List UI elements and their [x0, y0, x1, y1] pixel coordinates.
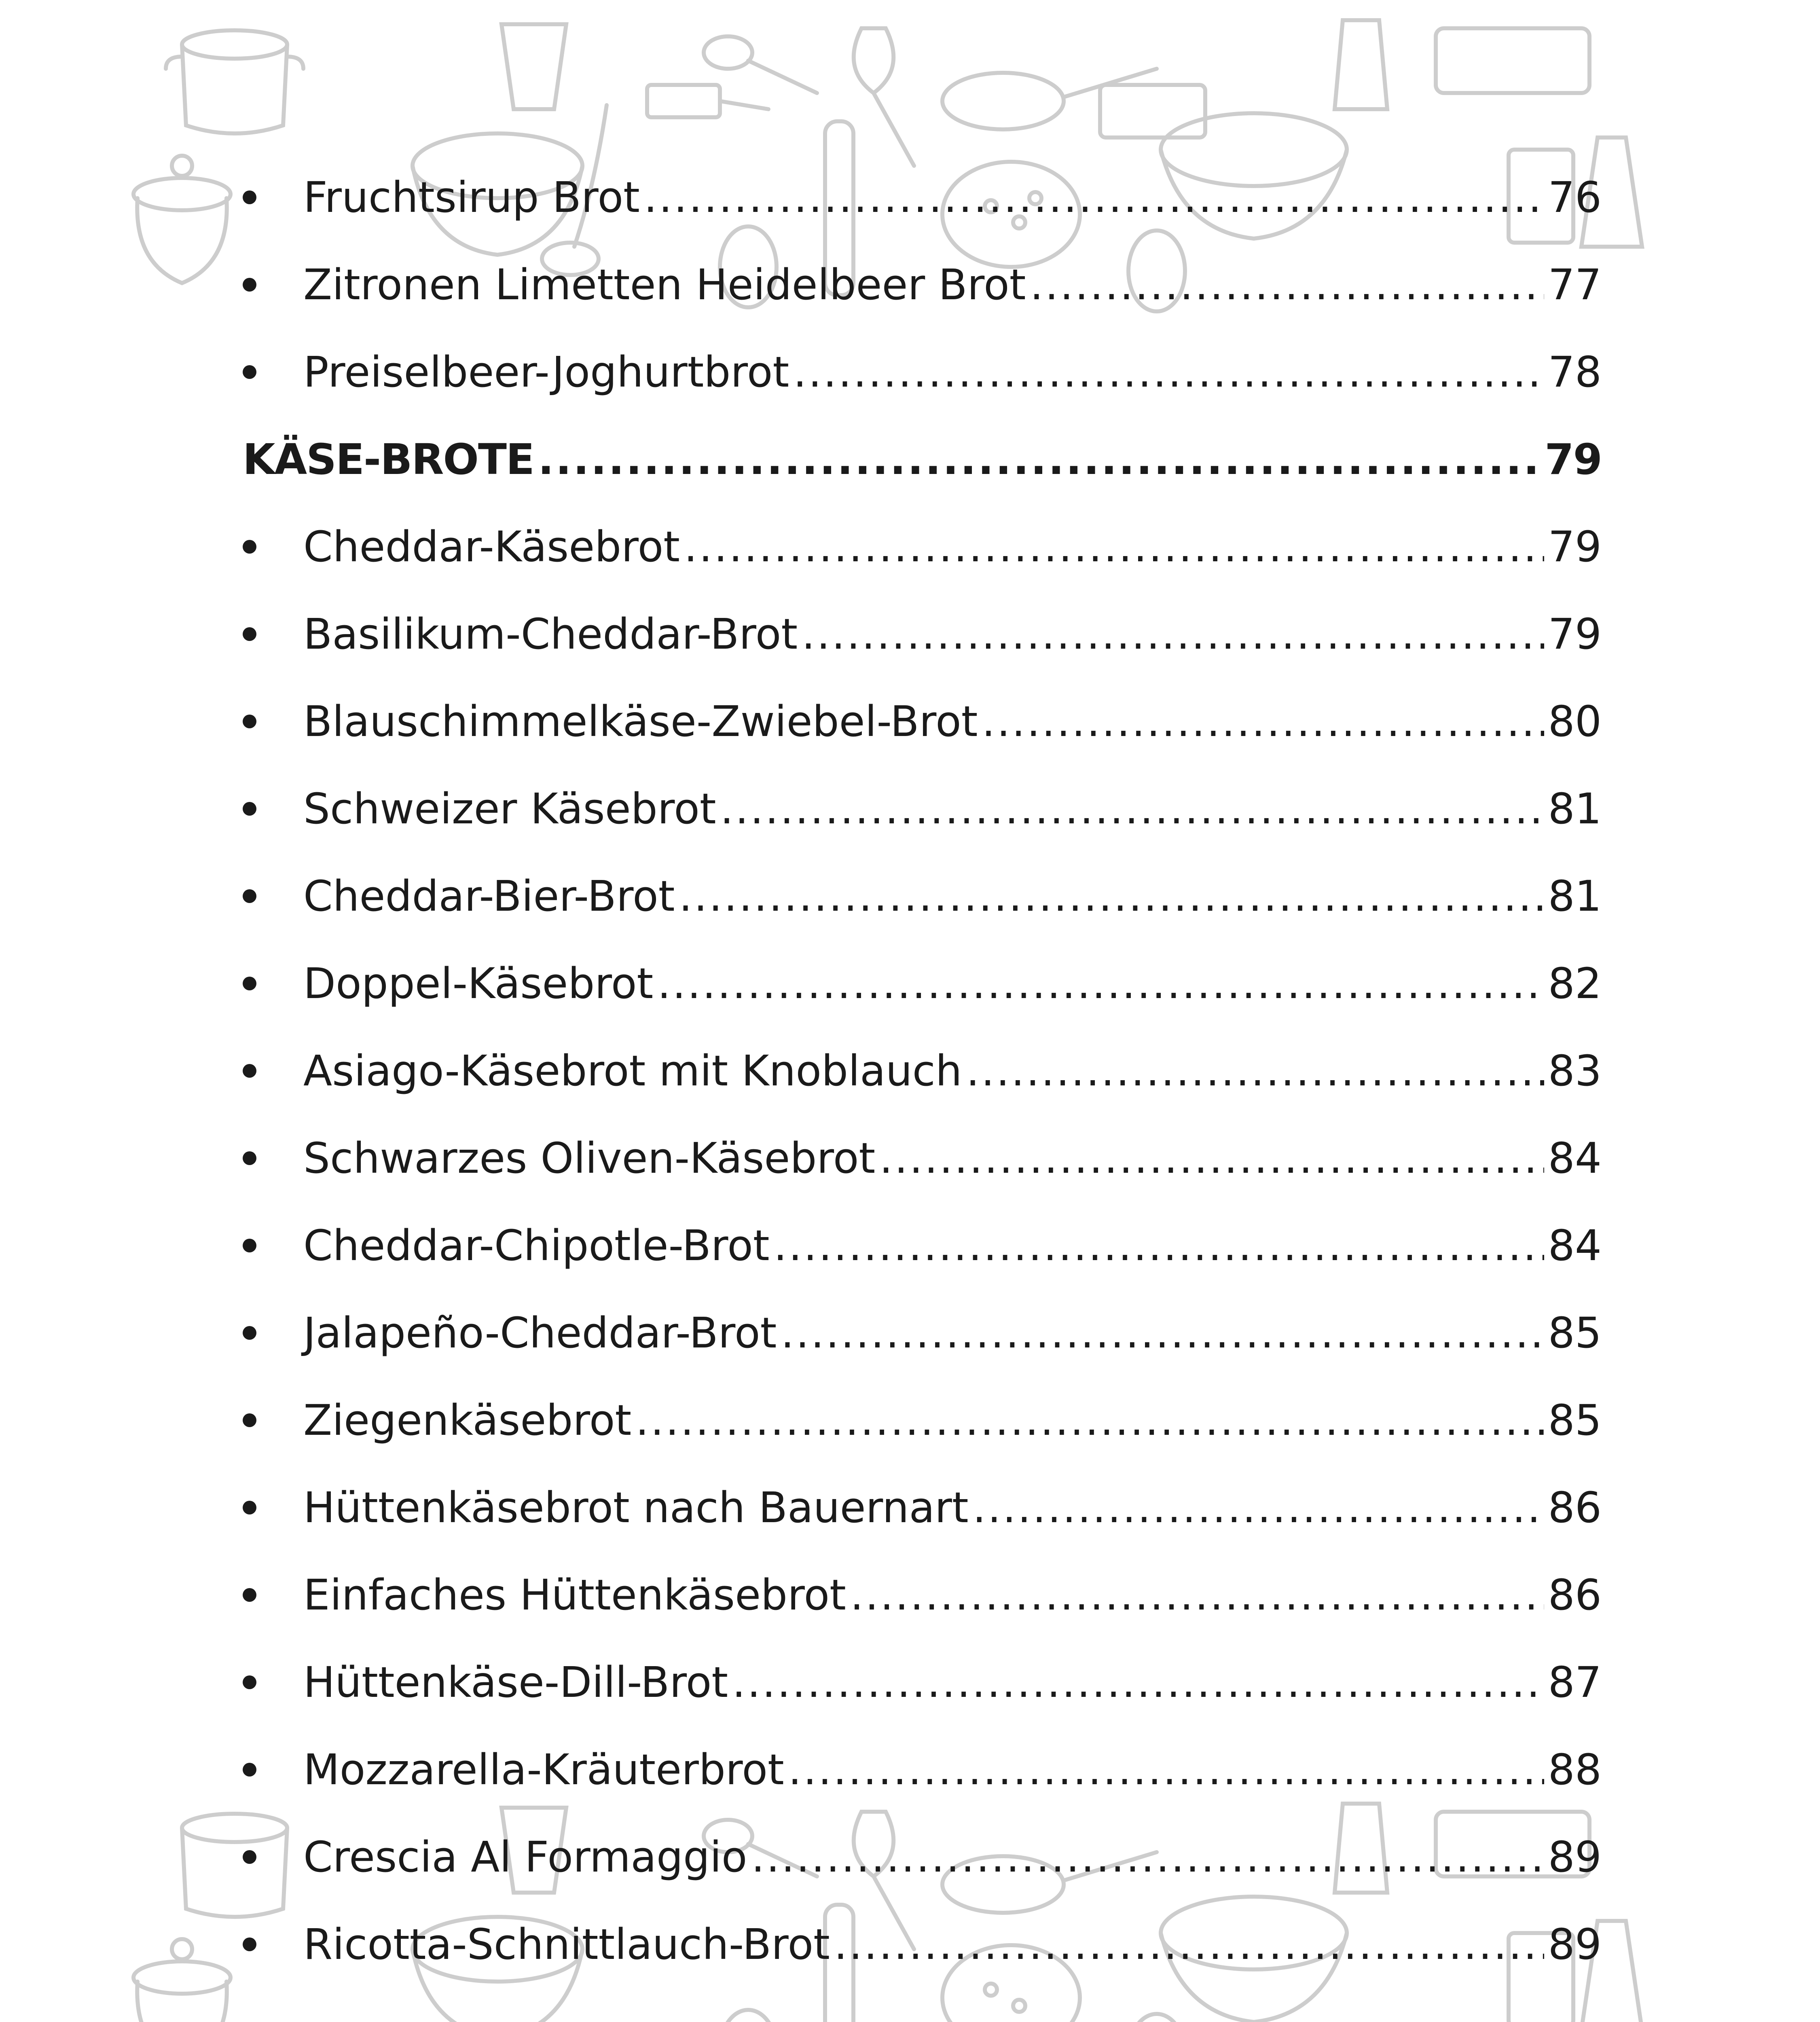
toc-entry-title: Blauschimmelkäse-Zwiebel-Brot	[303, 697, 978, 746]
dot-leader	[751, 1836, 1544, 1878]
spoon-icon	[704, 36, 817, 93]
bullet-icon	[243, 1064, 256, 1078]
toc-entry-page: 77	[1548, 260, 1602, 309]
dot-leader	[793, 351, 1544, 393]
toc-entry-title: Cheddar-Chipotle-Brot	[303, 1221, 770, 1270]
toc-entry[interactable]	[243, 1726, 1602, 1813]
toc-heading-title: KÄSE-BROTE	[243, 435, 534, 484]
toc-entry-page: 84	[1548, 1221, 1602, 1270]
toc-entry[interactable]	[243, 1115, 1602, 1202]
toc-entry[interactable]	[243, 241, 1602, 328]
bullet-icon	[243, 190, 256, 204]
toc-entry-title: Doppel-Käsebrot	[303, 959, 654, 1008]
toc-entry-page: 87	[1548, 1658, 1602, 1707]
dot-leader	[834, 1923, 1544, 1965]
toc-entry[interactable]	[243, 1551, 1602, 1639]
toc-entry-page: 84	[1548, 1134, 1602, 1183]
bullet-icon	[243, 1763, 256, 1777]
bullet-icon	[243, 1326, 256, 1340]
dot-leader	[720, 788, 1544, 830]
toc-entry[interactable]	[243, 154, 1602, 241]
toc-entry-title: Cheddar-Käsebrot	[303, 522, 680, 571]
toc-entry-page: 89	[1548, 1832, 1602, 1882]
toc-entry-page: 81	[1548, 784, 1602, 833]
dot-leader	[850, 1574, 1544, 1616]
bullet-icon	[243, 715, 256, 728]
toc-entry[interactable]	[243, 940, 1602, 1027]
dot-leader	[679, 875, 1544, 917]
bullet-icon	[243, 1239, 256, 1252]
cooking-pot-icon	[166, 30, 303, 133]
toc-entry-page: 78	[1548, 347, 1602, 397]
dot-leader	[966, 1050, 1544, 1092]
toc-entry-title: Ricotta-Schnittlauch-Brot	[303, 1920, 830, 1969]
toc-entry-page: 85	[1548, 1396, 1602, 1445]
bullet-icon	[243, 1501, 256, 1514]
bullet-icon	[243, 802, 256, 816]
bullet-icon	[243, 278, 256, 292]
toc-entry-page: 80	[1548, 697, 1602, 746]
toc-entry-page: 83	[1548, 1046, 1602, 1096]
toc-entry-title: Crescia Al Formaggio	[303, 1832, 747, 1882]
dot-leader	[982, 700, 1544, 742]
toc-entry[interactable]	[243, 1901, 1602, 1988]
toc-entry[interactable]	[243, 1813, 1602, 1901]
dot-leader	[879, 1137, 1544, 1179]
bullet-icon	[243, 889, 256, 903]
toc-entry-title: Einfaches Hüttenkäsebrot	[303, 1570, 846, 1620]
toc-entry-page: 89	[1548, 1920, 1602, 1969]
frying-pan-icon	[942, 69, 1157, 129]
toc-entry-title: Jalapeño-Cheddar-Brot	[303, 1308, 777, 1358]
jug-icon	[1335, 20, 1387, 109]
toc-entry[interactable]	[243, 1377, 1602, 1464]
bullet-icon	[243, 977, 256, 990]
dot-leader	[635, 1399, 1544, 1441]
dot-leader	[781, 1312, 1544, 1354]
dot-leader	[657, 962, 1544, 1005]
dot-leader	[774, 1225, 1544, 1267]
toc-entry[interactable]	[243, 1464, 1602, 1551]
toc-entry-page: 88	[1548, 1745, 1602, 1794]
bullet-icon	[243, 1151, 256, 1165]
cutting-board-icon	[1100, 85, 1205, 137]
whisk-icon	[854, 28, 914, 166]
toc-entry-title: Schweizer Käsebrot	[303, 784, 716, 833]
glass-icon	[502, 24, 566, 109]
toc-entry-title: Ziegenkäsebrot	[303, 1396, 632, 1445]
bullet-icon	[243, 1588, 256, 1602]
toc-heading-page: 79	[1545, 435, 1602, 484]
lidded-pot-icon	[133, 1939, 231, 2022]
bullet-icon	[243, 1413, 256, 1427]
toc-entry-title: Fruchtsirup Brot	[303, 173, 640, 222]
dot-leader	[1030, 264, 1544, 306]
toc-entry-page: 86	[1548, 1483, 1602, 1532]
dot-leader	[684, 526, 1544, 568]
cleaver-icon	[647, 85, 768, 117]
toc-entry-title: Preiselbeer-Joghurtbrot	[303, 347, 789, 397]
toc-entry[interactable]	[243, 328, 1602, 416]
toc-entry-title: Hüttenkäse-Dill-Brot	[303, 1658, 728, 1707]
toc-entry[interactable]	[243, 1202, 1602, 1289]
toc-entry-title: Cheddar-Bier-Brot	[303, 871, 675, 921]
toc-section-heading[interactable]	[243, 416, 1602, 503]
toc-entry[interactable]	[243, 590, 1602, 678]
toc-entry-page: 79	[1548, 609, 1602, 659]
toc-entry-page: 82	[1548, 959, 1602, 1008]
lidded-pot-icon	[133, 156, 231, 283]
toc-entry[interactable]	[243, 503, 1602, 590]
skimmer-icon	[720, 2010, 1185, 2022]
toc-entry[interactable]	[243, 1639, 1602, 1726]
toc-entry-title: Basilikum-Cheddar-Brot	[303, 609, 798, 659]
toc-entry-page: 86	[1548, 1570, 1602, 1620]
bullet-icon	[243, 627, 256, 641]
dot-leader	[973, 1487, 1544, 1529]
toc-entry-page: 81	[1548, 871, 1602, 921]
dot-leader	[538, 438, 1541, 480]
bullet-icon	[243, 540, 256, 554]
toc-entry-title: Asiago-Käsebrot mit Knoblauch	[303, 1046, 962, 1096]
bullet-icon	[243, 1675, 256, 1689]
toc-entry[interactable]	[243, 852, 1602, 940]
dot-leader	[788, 1749, 1544, 1791]
dot-leader	[732, 1661, 1544, 1703]
toc-entry-title: Zitronen Limetten Heidelbeer Brot	[303, 260, 1026, 309]
toc-entry-page: 85	[1548, 1308, 1602, 1358]
toc-entry-page: 76	[1548, 173, 1602, 222]
dot-leader	[644, 176, 1544, 218]
toc-entry[interactable]	[243, 678, 1602, 765]
bullet-icon	[243, 1850, 256, 1864]
table-of-contents	[243, 154, 1602, 1988]
bullet-icon	[243, 365, 256, 379]
toc-entry[interactable]	[243, 765, 1602, 852]
toc-entry[interactable]	[243, 1027, 1602, 1115]
toc-entry-title: Hüttenkäsebrot nach Bauernart	[303, 1483, 969, 1532]
cake-tin-icon	[1436, 28, 1589, 93]
toc-entry-page: 79	[1548, 522, 1602, 571]
bullet-icon	[243, 1937, 256, 1951]
toc-entry-title: Schwarzes Oliven-Käsebrot	[303, 1134, 876, 1183]
toc-entry-title: Mozzarella-Kräuterbrot	[303, 1745, 784, 1794]
dot-leader	[802, 613, 1544, 655]
toc-entry[interactable]	[243, 1289, 1602, 1377]
